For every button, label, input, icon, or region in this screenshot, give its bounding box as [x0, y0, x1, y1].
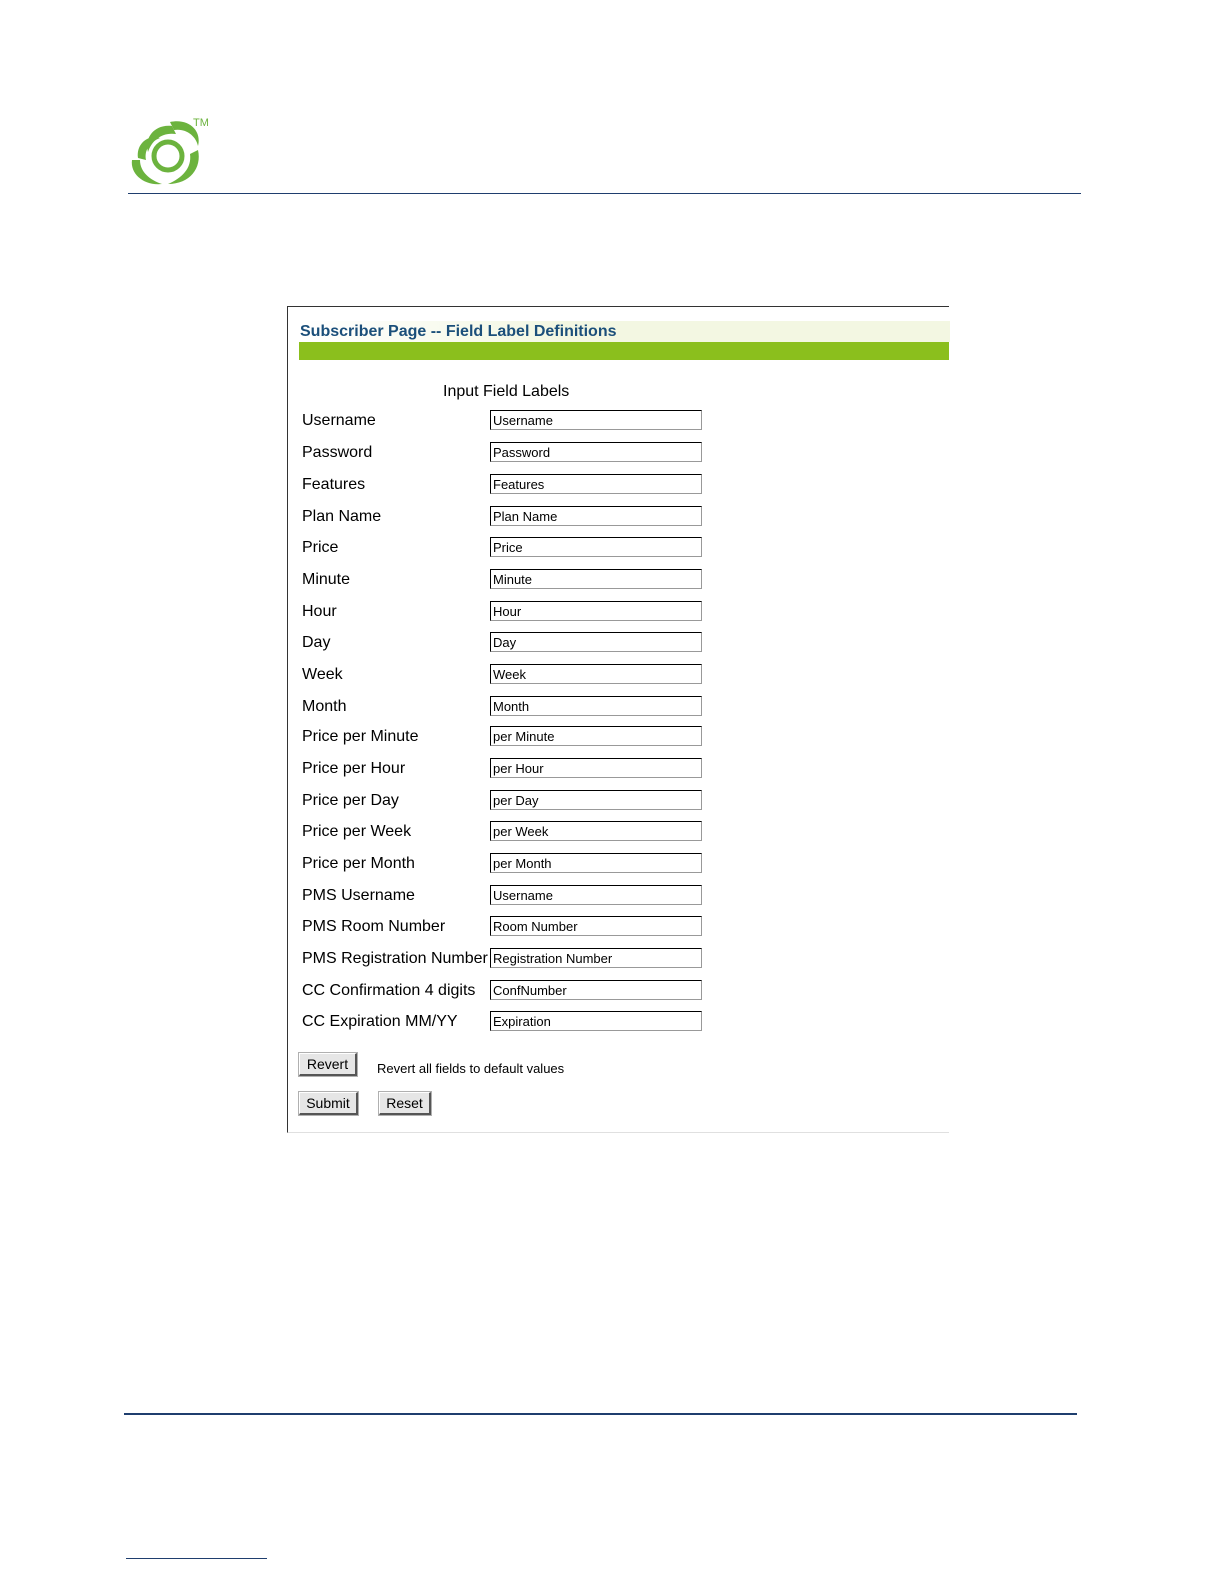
- field-label-input[interactable]: [490, 758, 702, 778]
- reset-button[interactable]: Reset: [379, 1092, 431, 1115]
- field-label-input[interactable]: [490, 632, 702, 652]
- field-label: Password: [302, 444, 373, 461]
- title-bar: [299, 342, 949, 360]
- field-label-input[interactable]: [490, 474, 702, 494]
- field-label-input[interactable]: [490, 948, 702, 968]
- field-label-input[interactable]: [490, 853, 702, 873]
- field-label: Month: [302, 698, 347, 715]
- field-label-input[interactable]: [490, 726, 702, 746]
- field-label-input[interactable]: [490, 664, 702, 684]
- field-label-input[interactable]: [490, 821, 702, 841]
- field-label-input[interactable]: [490, 537, 702, 557]
- field-label: PMS Registration Number: [302, 950, 488, 967]
- field-label: Price per Day: [302, 792, 399, 809]
- submit-button[interactable]: Submit: [299, 1092, 358, 1115]
- field-label: Price per Hour: [302, 760, 406, 777]
- field-label: CC Confirmation 4 digits: [302, 982, 476, 999]
- panel-title: Subscriber Page -- Field Label Definitions: [299, 321, 950, 342]
- field-label-input[interactable]: [490, 601, 702, 621]
- footer-rule: [124, 1413, 1077, 1415]
- field-label-input[interactable]: [490, 885, 702, 905]
- trademark-mark: TM: [193, 117, 209, 129]
- field-label-input[interactable]: [490, 506, 702, 526]
- field-label: Username: [302, 412, 376, 429]
- field-label-input[interactable]: [490, 980, 702, 1000]
- field-label-input[interactable]: [490, 410, 702, 430]
- field-label: Plan Name: [302, 508, 382, 525]
- field-label-input[interactable]: [490, 790, 702, 810]
- field-label: Week: [302, 666, 343, 683]
- field-label: Minute: [302, 571, 351, 588]
- field-label-input[interactable]: [490, 1011, 702, 1031]
- field-label: Price per Week: [302, 823, 412, 840]
- field-label-input[interactable]: [490, 696, 702, 716]
- field-label: PMS Room Number: [302, 918, 446, 935]
- revert-button[interactable]: Revert: [299, 1053, 357, 1076]
- footer-short-rule: [126, 1558, 267, 1559]
- field-label: PMS Username: [302, 887, 415, 904]
- field-label: Features: [302, 476, 366, 493]
- field-label-input[interactable]: [490, 442, 702, 462]
- field-label: Price: [302, 539, 339, 556]
- header-rule: [128, 193, 1081, 194]
- revert-note: Revert all fields to default values: [377, 1061, 565, 1076]
- field-label-input[interactable]: [490, 916, 702, 936]
- field-label: Day: [302, 634, 331, 651]
- field-label: CC Expiration MM/YY: [302, 1013, 458, 1030]
- field-label: Price per Month: [302, 855, 415, 872]
- column-heading: Input Field Labels: [443, 383, 570, 400]
- field-labels-panel: [287, 306, 949, 1133]
- field-label: Hour: [302, 603, 337, 620]
- field-label: Price per Minute: [302, 728, 419, 745]
- field-label-input[interactable]: [490, 569, 702, 589]
